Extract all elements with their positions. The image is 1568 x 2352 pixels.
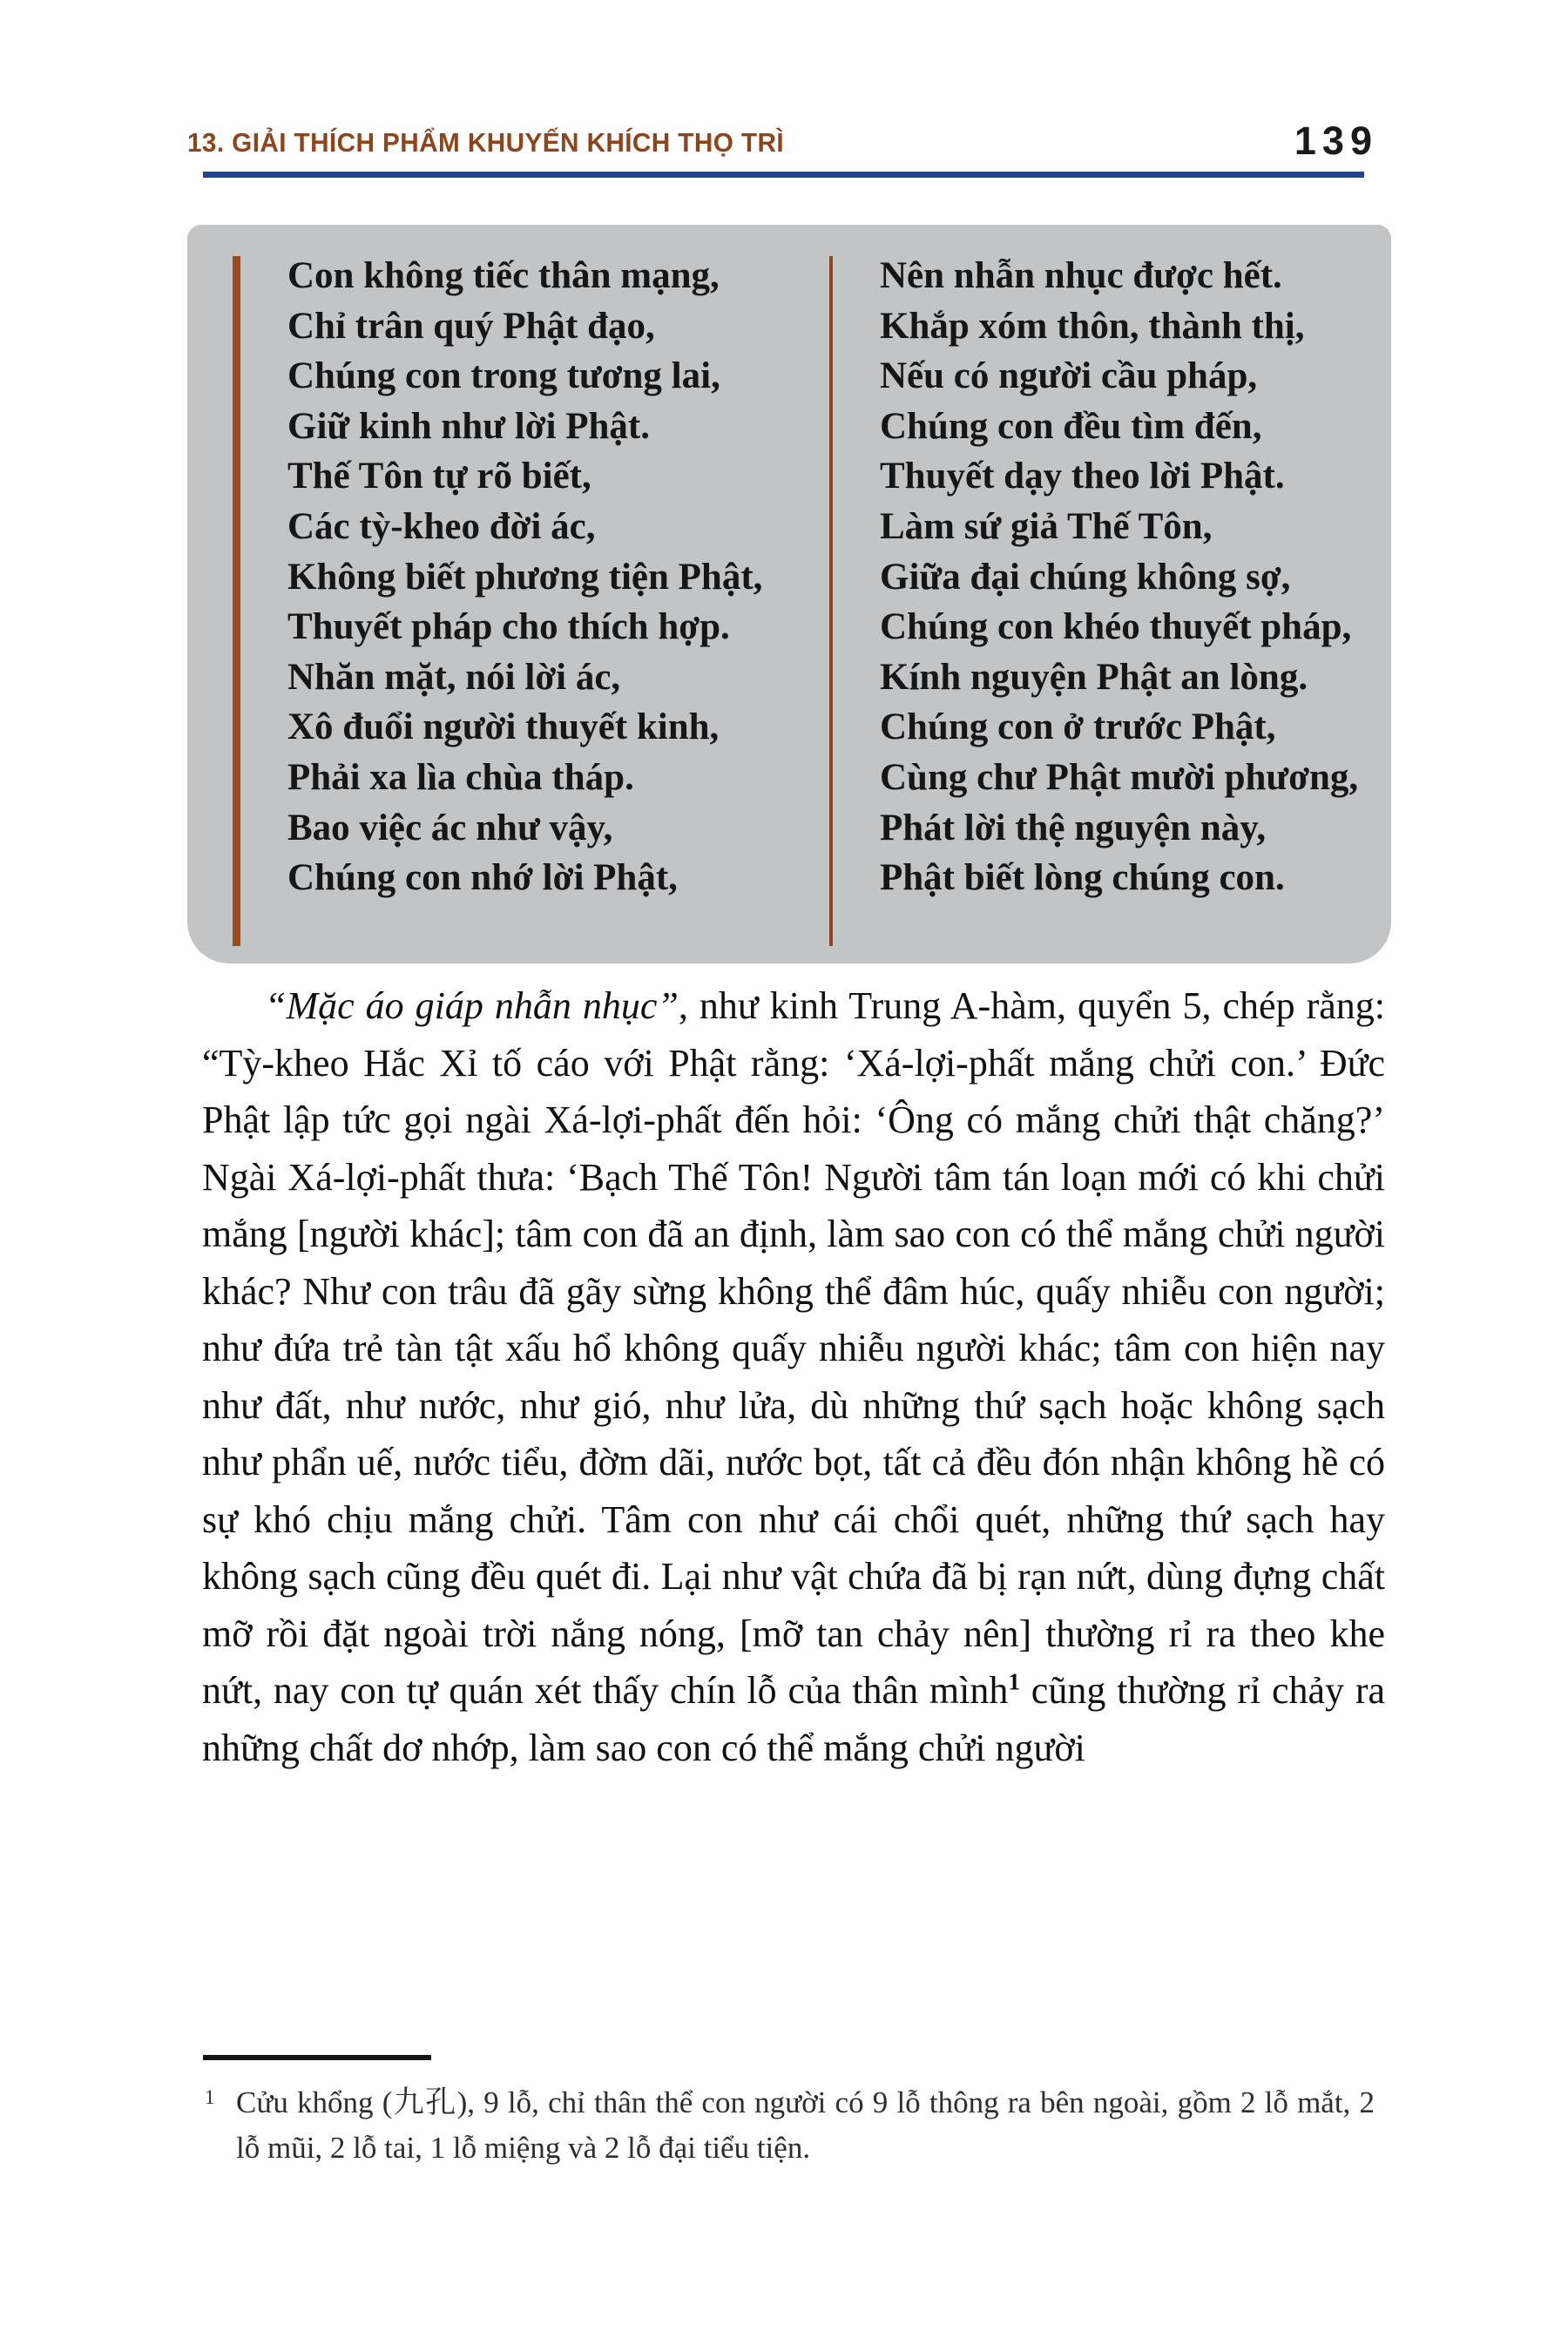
verse-line: Con không tiếc thân mạng, — [287, 255, 720, 296]
verse-line: Nhăn mặt, nói lời ác, — [287, 656, 621, 698]
verse-line: Bao việc ác như vậy, — [287, 807, 613, 848]
verse-line: Phật biết lòng chúng con. — [880, 857, 1285, 899]
verse-line: Giữa đại chúng không sợ, — [880, 556, 1291, 598]
page-number: 139 — [1294, 118, 1378, 163]
verse-line: Chúng con nhớ lời Phật, — [287, 857, 678, 899]
verse-line: Phải xa lìa chùa tháp. — [287, 756, 634, 798]
verse-column-left — [287, 251, 762, 903]
verse-line: Chúng con trong tương lai, — [287, 355, 720, 397]
footnote-separator — [203, 2055, 431, 2060]
verse-box — [187, 225, 1391, 963]
header-rule — [203, 172, 1364, 178]
verse-line: Thế Tôn tự rõ biết, — [287, 456, 591, 497]
verse-line: Không biết phương tiện Phật, — [287, 556, 763, 598]
footnote-text: Cửu khổng (九孔), 9 lỗ, chỉ thân thể con người có 9 lỗ thông ra bên ngoài, gồm 2 lỗ mắt, 2 lỗ mũi, 2 lỗ tai, 1 lỗ miệng và 2 lỗ đại tiểu tiện. — [236, 2085, 1375, 2165]
verse-line: Nếu có người cầu pháp, — [880, 355, 1258, 397]
verse-line: Làm sứ giả Thế Tôn, — [880, 505, 1213, 547]
verse-line: Chỉ trân quý Phật đạo, — [287, 305, 655, 347]
footnote-reference: 1 — [1008, 1668, 1020, 1695]
verse-line: Xô đuổi người thuyết kinh, — [287, 706, 720, 748]
lead-italic-phrase: “Mặc áo giáp nhẫn nhục” — [265, 984, 679, 1027]
body-text-segment: cũng thường rỉ chảy ra những chất dơ nhớp, làm sao con có thể mắng chửi người — [202, 1669, 1385, 1769]
body-text-segment: , như kinh Trung A-hàm, quyển 5, chép rằng: “Tỳ-kheo Hắc Xỉ tố cáo với Phật rằng: ‘Xá-lợi-phất mắng chửi con.’ Đức Phật lập tức gọi ngài Xá-lợi-phất đến hỏi: ‘Ông có mắng chửi thật chăng?’ Ngài Xá-lợi-phất thưa: ‘Bạch Thế Tôn! Người tâm tán loạn mới có khi chửi mắng [người khác]; tâm con đã an định, làm sao con có thể mắng chửi người khác? Như con trâu đã gãy sừng không thể đâm húc, quấy nhiễu con người; như đứa trẻ tàn tật xấu hổ không quấy nhiễu người khác; tâm con hiện nay như đất, như nước, như gió, như lửa, dù những thứ sạch hoặc không sạch như phẩn uế, nước tiểu, đờm dãi, nước bọt, tất cả đều đón nhận không hề có sự khó chịu mắng chửi. Tâm con như cái chổi quét, những thứ sạch hay không sạch cũng đều quét đi. Lại như vật chứa đã bị rạn nứt, dùng đựng chất mỡ rồi đặt ngoài trời nắng nóng, [mỡ tan chảy nên] thường rỉ ra theo khe nứt, nay con tự quán xét thấy chín lỗ của thân mình — [202, 984, 1385, 1712]
verse-line: Giữ kinh như lời Phật. — [287, 405, 650, 447]
verse-line: Chúng con khéo thuyết pháp, — [880, 606, 1352, 648]
verse-line: Kính nguyện Phật an lòng. — [880, 656, 1308, 698]
verse-column-divider — [829, 256, 833, 946]
verse-line: Chúng con ở trước Phật, — [880, 706, 1276, 748]
verse-line: Phát lời thệ nguyện này, — [880, 807, 1267, 848]
verse-line: Nên nhẫn nhục được hết. — [880, 255, 1282, 296]
verse-accent-bar — [233, 256, 240, 946]
verse-column-right — [880, 251, 1358, 903]
verse-line: Cùng chư Phật mười phương, — [880, 756, 1359, 798]
footnote — [203, 2080, 1375, 2171]
verse-line: Khắp xóm thôn, thành thị, — [880, 305, 1305, 347]
verse-line: Chúng con đều tìm đến, — [880, 405, 1262, 447]
verse-line: Các tỳ-kheo đời ác, — [287, 505, 596, 547]
page-title: 13. GIẢI THÍCH PHẨM KHUYẾN KHÍCH THỌ TRÌ — [187, 127, 784, 158]
verse-line: Thuyết pháp cho thích hợp. — [287, 606, 730, 648]
body-paragraph — [202, 977, 1385, 1776]
verse-line: Thuyết dạy theo lời Phật. — [880, 456, 1285, 497]
footnote-marker: 1 — [205, 2086, 215, 2108]
